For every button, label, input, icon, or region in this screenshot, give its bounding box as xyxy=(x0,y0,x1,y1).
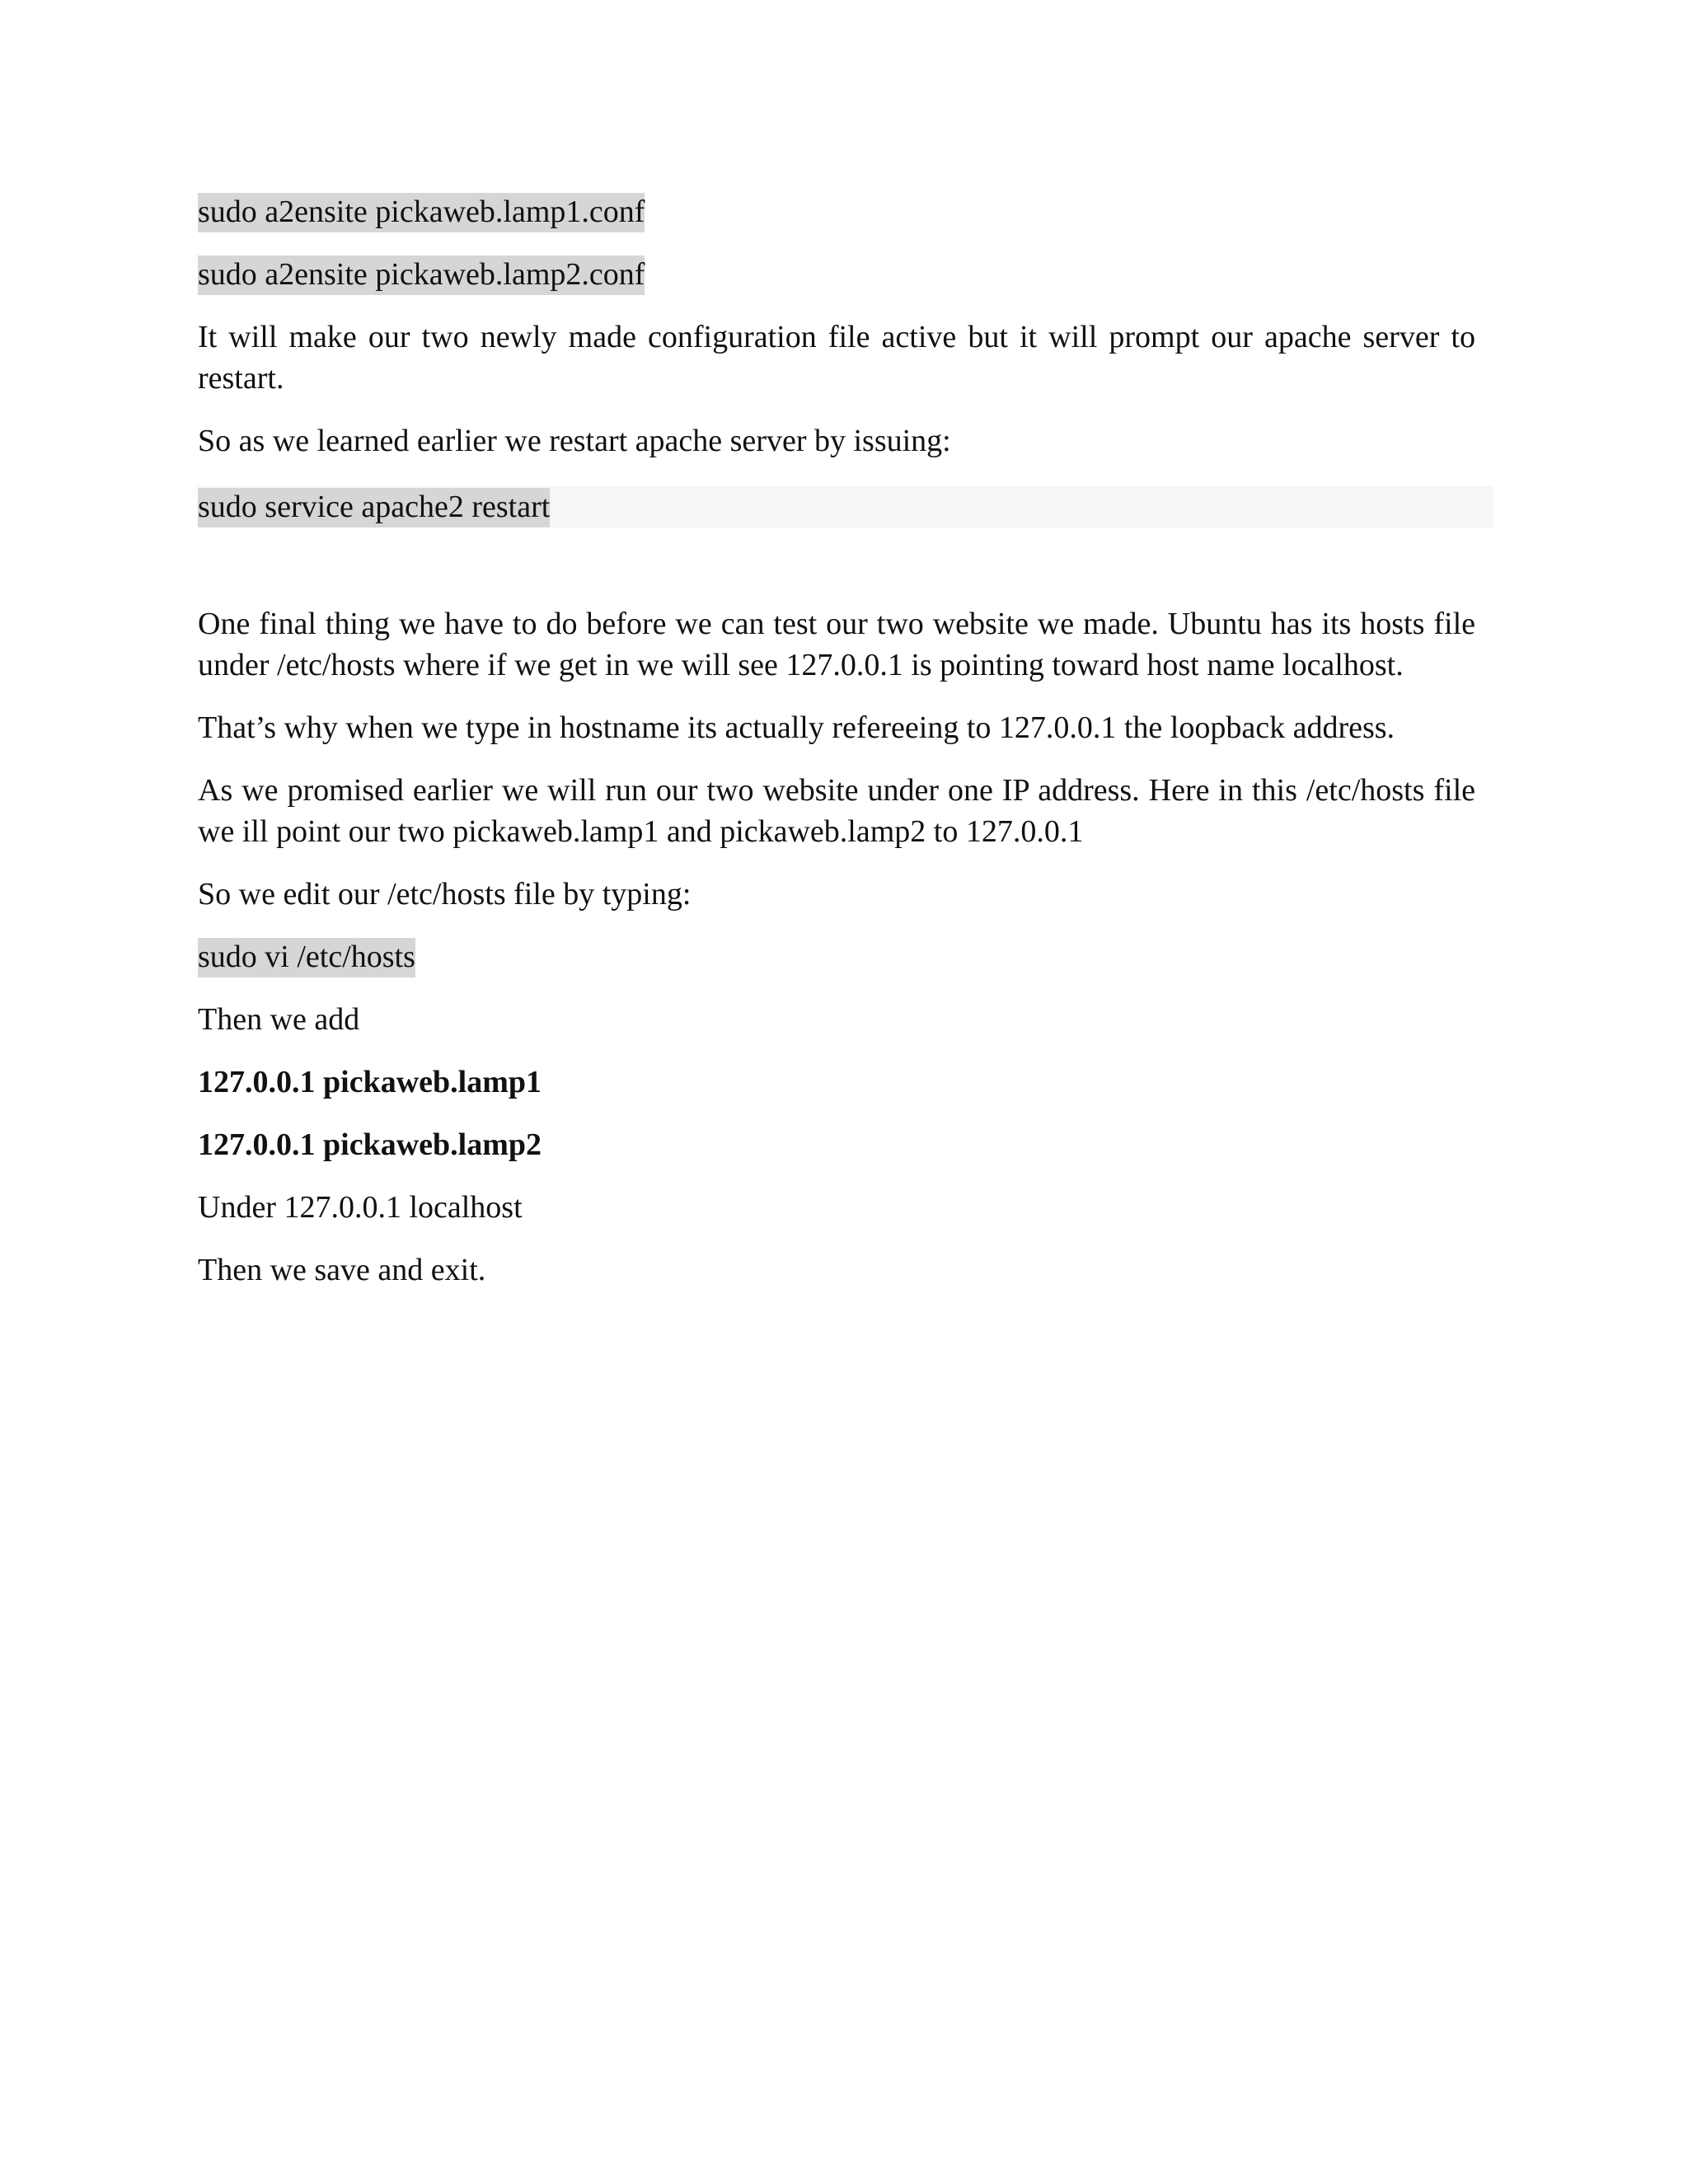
command-line-edit-hosts xyxy=(198,936,1475,977)
command-line-restart-apache xyxy=(198,486,1475,527)
host-entry-lamp1: 127.0.0.1 pickaweb.lamp1 xyxy=(198,1065,542,1099)
paragraph-restart-intro: So as we learned earlier we restart apache server by issuing: xyxy=(198,424,951,458)
command-line-enable-lamp2 xyxy=(198,254,1475,295)
paragraph-then-add: Then we add xyxy=(198,1002,360,1037)
paragraph-hosts-file: One final thing we have to do before we can test our two website we made. Ubuntu has its hosts file under /etc/hosts where if we get in we will see 127.0.0.1 is pointing toward host name localhost. xyxy=(198,607,1475,682)
paragraph-loopback: That’s why when we type in hostname its actually refereeing to 127.0.0.1 the loopback address. xyxy=(198,710,1395,745)
paragraph-activate-config: It will make our two newly made configuration file active but it will prompt our apache server to restart. xyxy=(198,320,1475,396)
paragraph-one-ip: As we promised earlier we will run our two website under one IP address. Here in this /etc/hosts file we ill point our two pickaweb.lamp1 and pickaweb.lamp2 to 127.0.0.1 xyxy=(198,773,1475,849)
command-text: sudo a2ensite pickaweb.lamp2.conf xyxy=(198,255,645,295)
command-text: sudo a2ensite pickaweb.lamp1.conf xyxy=(198,193,645,232)
host-entry-lamp2: 127.0.0.1 pickaweb.lamp2 xyxy=(198,1127,542,1162)
command-text: sudo vi /etc/hosts xyxy=(198,938,415,977)
command-line-enable-lamp1 xyxy=(198,191,1475,232)
paragraph-under-localhost: Under 127.0.0.1 localhost xyxy=(198,1190,523,1225)
command-text: sudo service apache2 restart xyxy=(198,488,550,527)
paragraph-edit-hosts: So we edit our /etc/hosts file by typing: xyxy=(198,877,692,912)
document-body xyxy=(198,191,1475,1291)
paragraph-save-exit: Then we save and exit. xyxy=(198,1253,486,1287)
